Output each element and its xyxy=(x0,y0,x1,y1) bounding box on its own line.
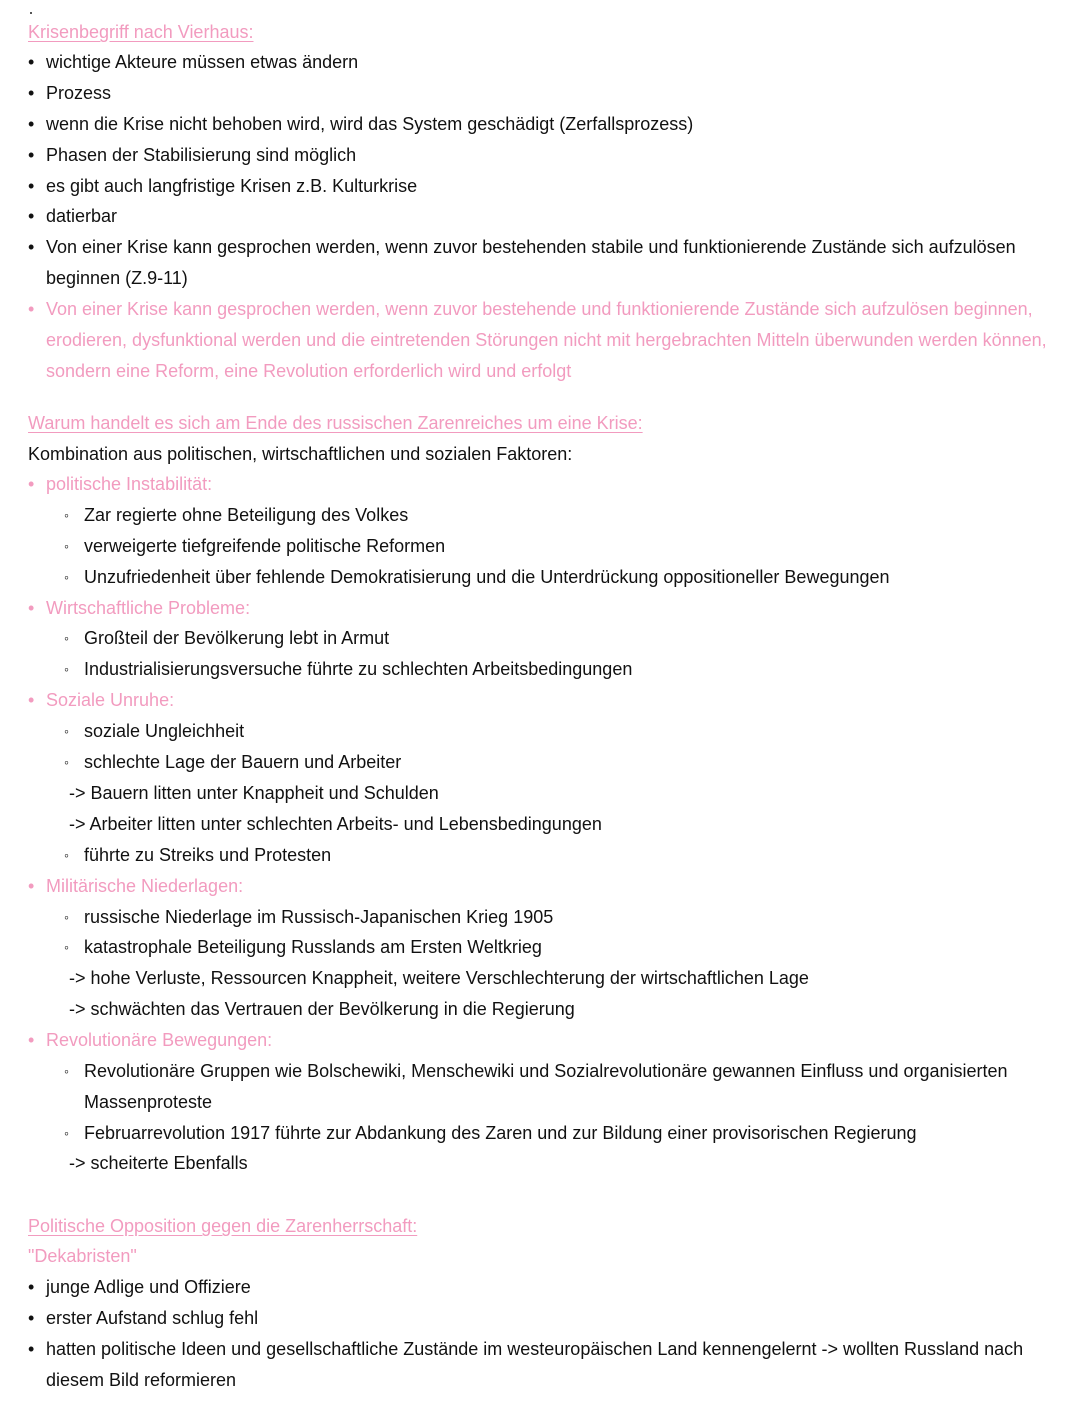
bullet: • xyxy=(28,598,35,618)
sub-bullet: ◦ xyxy=(64,507,69,523)
category-title: Militärische Niederlagen: xyxy=(46,876,244,896)
sub-bullet: ◦ xyxy=(64,1125,69,1141)
sub-item: schlechte Lage der Bauern und Arbeiter xyxy=(84,752,402,772)
list-item: datierbar xyxy=(46,206,118,226)
list-item: es gibt auch langfristige Krisen z.B. Kulturkrise xyxy=(46,176,418,196)
bullet: • xyxy=(28,1308,35,1328)
definition-text: erodieren, dysfunktional werden und die eintretenden Störungen nicht mit hergebrachten Mitteln überwunden werden können, xyxy=(46,330,1047,350)
arrow-note: -> schwächten das Vertrauen der Bevölkerung in die Regierung xyxy=(69,999,575,1019)
bullet: • xyxy=(28,1030,35,1050)
heading-opposition: Politische Opposition gegen die Zarenherrschaft: xyxy=(28,1216,418,1236)
sub-bullet: ◦ xyxy=(64,754,69,770)
sub-bullet: ◦ xyxy=(64,847,69,863)
speck-mark xyxy=(30,12,32,14)
bullet: • xyxy=(28,474,35,494)
list-item-continued: beginnen (Z.9-11) xyxy=(46,268,188,288)
sub-item: soziale Ungleichheit xyxy=(84,721,245,741)
arrow-note: -> hohe Verluste, Ressourcen Knappheit, weitere Verschlechterung der wirtschaftlichen Lage xyxy=(69,968,809,988)
bullet: • xyxy=(28,206,35,226)
definition-text: Von einer Krise kann gesprochen werden, wenn zuvor bestehende und funktionierende Zustände sich aufzulösen beginnen, xyxy=(46,299,1033,319)
bullet: • xyxy=(28,145,35,165)
sub-bullet: ◦ xyxy=(64,723,69,739)
bullet: • xyxy=(28,237,35,257)
definition-text: sondern eine Reform, eine Revolution erforderlich wird und erfolgt xyxy=(46,361,572,381)
category-title: Soziale Unruhe: xyxy=(46,690,175,710)
bullet: • xyxy=(28,83,35,103)
bullet: • xyxy=(28,114,35,134)
list-item: Prozess xyxy=(46,83,112,103)
sub-item: Februarrevolution 1917 führte zur Abdankung des Zaren und zur Bildung einer provisorischen Regierung xyxy=(84,1123,917,1143)
bullet: • xyxy=(28,690,35,710)
sub-bullet: ◦ xyxy=(64,569,69,585)
sub-item-continued: Massenproteste xyxy=(84,1092,213,1112)
sub-item: Industrialisierungsversuche führte zu schlechten Arbeitsbedingungen xyxy=(84,659,633,679)
category-title: Wirtschaftliche Probleme: xyxy=(46,598,251,618)
sub-bullet: ◦ xyxy=(64,538,69,554)
subheading-dekabristen: "Dekabristen" xyxy=(28,1246,137,1266)
intro-text: Kombination aus politischen, wirtschaftlichen und sozialen Faktoren: xyxy=(28,444,573,464)
bullet: • xyxy=(28,52,35,72)
sub-item: Großteil der Bevölkerung lebt in Armut xyxy=(84,628,390,648)
sub-item: Zar regierte ohne Beteiligung des Volkes xyxy=(84,505,409,525)
arrow-note: -> Arbeiter litten unter schlechten Arbeits- und Lebensbedingungen xyxy=(69,814,602,834)
list-item: erster Aufstand schlug fehl xyxy=(46,1308,259,1328)
heading-zarenreich-krise: Warum handelt es sich am Ende des russischen Zarenreiches um eine Krise: xyxy=(28,413,643,433)
list-item: Von einer Krise kann gesprochen werden, wenn zuvor bestehenden stabile und funktionierende Zustände sich aufzulösen xyxy=(46,237,1016,257)
category-title: politische Instabilität: xyxy=(46,474,213,494)
sub-item: Revolutionäre Gruppen wie Bolschewiki, Menschewiki und Sozialrevolutionäre gewannen Einfluss und organisierten xyxy=(84,1061,1008,1081)
bullet: • xyxy=(28,299,35,319)
sub-bullet: ◦ xyxy=(64,1063,69,1079)
list-item: wenn die Krise nicht behoben wird, wird das System geschädigt (Zerfallsprozess) xyxy=(46,114,694,134)
sub-item: katastrophale Beteiligung Russlands am Ersten Weltkrieg xyxy=(84,937,542,957)
sub-bullet: ◦ xyxy=(64,939,69,955)
bullet: • xyxy=(28,1277,35,1297)
bullet: • xyxy=(28,876,35,896)
heading-krisenbegriff: Krisenbegriff nach Vierhaus: xyxy=(28,22,254,42)
sub-item: verweigerte tiefgreifende politische Reformen xyxy=(84,536,446,556)
arrow-note: -> Bauern litten unter Knappheit und Schulden xyxy=(69,783,439,803)
sub-item: russische Niederlage im Russisch-Japanischen Krieg 1905 xyxy=(84,907,554,927)
sub-item: Unzufriedenheit über fehlende Demokratisierung und die Unterdrückung oppositioneller Bewegungen xyxy=(84,567,890,587)
sub-bullet: ◦ xyxy=(64,909,69,925)
list-item: junge Adlige und Offiziere xyxy=(46,1277,251,1297)
list-item: hatten politische Ideen und gesellschaftliche Zustände im westeuropäischen Land kennengelernt -> wollten Russland nach xyxy=(46,1339,1024,1359)
category-title: Revolutionäre Bewegungen: xyxy=(46,1030,273,1050)
bullet: • xyxy=(28,176,35,196)
sub-bullet: ◦ xyxy=(64,630,69,646)
bullet: • xyxy=(28,1339,35,1359)
sub-item: führte zu Streiks und Protesten xyxy=(84,845,332,865)
list-item: wichtige Akteure müssen etwas ändern xyxy=(46,52,359,72)
arrow-note: -> scheiterte Ebenfalls xyxy=(69,1153,248,1173)
sub-bullet: ◦ xyxy=(64,661,69,677)
list-item-continued: diesem Bild reformieren xyxy=(46,1370,237,1390)
list-item: Phasen der Stabilisierung sind möglich xyxy=(46,145,357,165)
